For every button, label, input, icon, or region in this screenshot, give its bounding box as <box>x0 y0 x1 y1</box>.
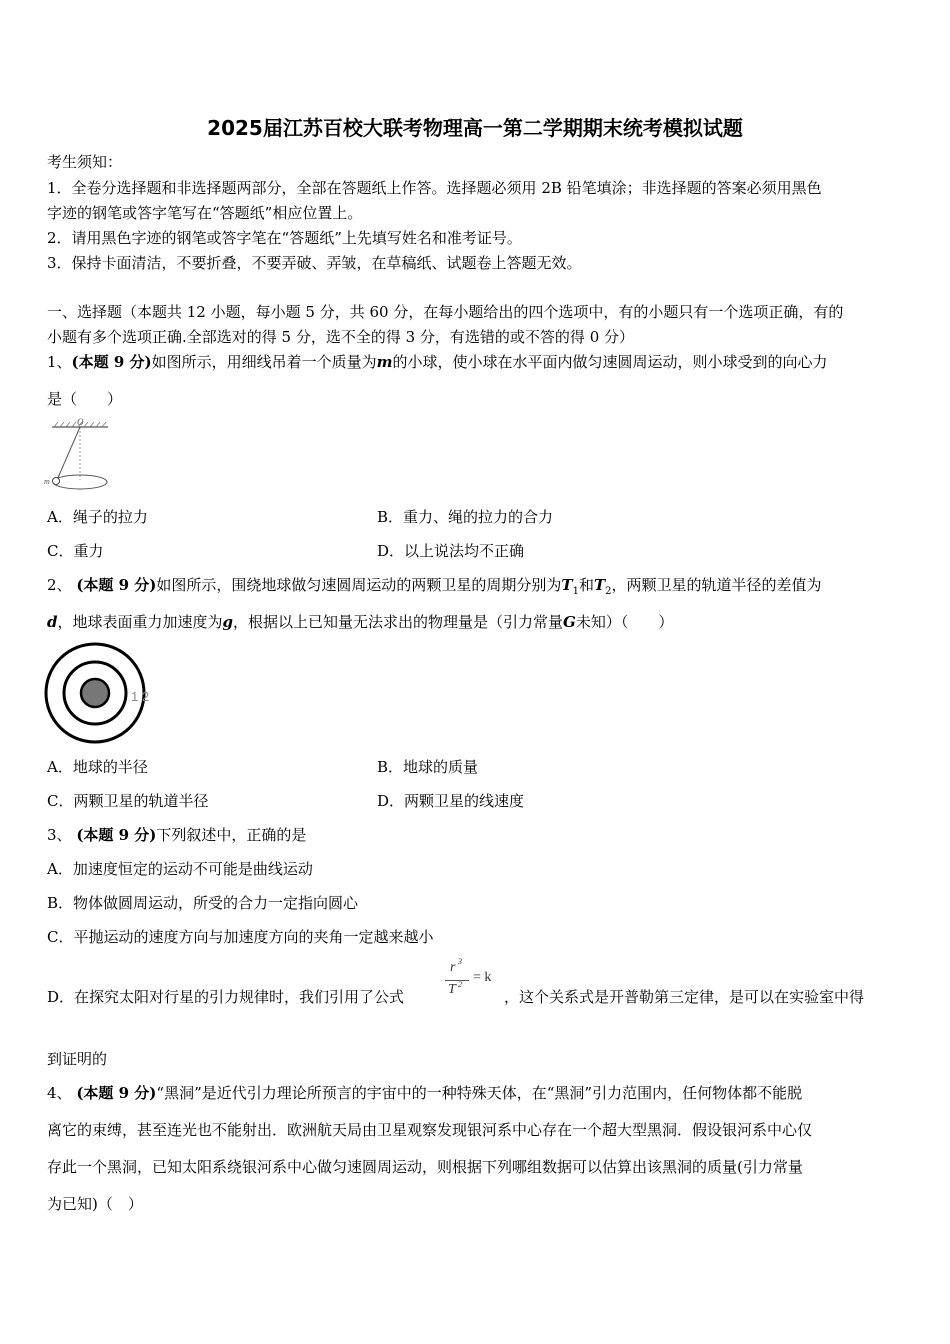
q1-option-d: D．以上说法均不正确 <box>377 542 525 560</box>
q2-stem <box>47 575 822 602</box>
q4-line-4: 为已知)（ ） <box>47 1195 143 1213</box>
section-line-2: 小题有多个选项正确.全部选对的得 5 分，选不全的得 3 分，有选错的或不答的得 0 分） <box>47 328 635 346</box>
q3-option-a: A．加速度恒定的运动不可能是曲线运动 <box>47 860 313 878</box>
formula-numerator: r <box>450 960 456 975</box>
q1-stem-c: 是（ ） <box>47 390 123 408</box>
q2-stem-2 <box>47 612 673 632</box>
q3-stem <box>47 825 306 845</box>
orbit-labels: 1 2 <box>131 689 150 704</box>
q3-score: (本题 9 分) <box>76 826 157 844</box>
fraction-bar <box>445 980 469 981</box>
q3-option-d-a: D．在探究太阳对行星的引力规律时，我们引用了公式 <box>47 988 405 1006</box>
q1-stem <box>47 352 828 372</box>
q2-stem-a: 如图所示，围绕地球做匀速圆周运动的两颗卫星的周期分别为 <box>156 576 562 594</box>
notice-line-2: 2．请用黑色字迹的钢笔或答字笔在“答题纸”上先填写姓名和准考证号。 <box>47 229 522 247</box>
q2-number: 2、 <box>47 576 72 594</box>
formula-denominator: T <box>448 982 456 997</box>
pivot-label-o: O <box>77 418 84 427</box>
q2-and: 和 <box>578 576 594 594</box>
q2-stem-c: ，地球表面重力加速度为 <box>57 613 223 631</box>
satellite-orbits-figure <box>42 642 167 746</box>
q2-sub-2: 2 <box>605 586 612 597</box>
q1-stem-b: 的小球，使小球在水平面内做匀速圆周运动，则小球受到的向心力 <box>392 353 828 371</box>
page-title: 2025届江苏百校大联考物理高一第二学期期末统考模拟试题 <box>207 116 743 140</box>
q1-option-b: B．重力、绳的拉力的合力 <box>377 508 554 526</box>
q4-number: 4、 <box>47 1084 72 1102</box>
q2-option-a: A．地球的半径 <box>47 758 148 776</box>
q2-stem-b: ，两颗卫星的轨道半径的差值为 <box>611 576 822 594</box>
q3-option-c: C．平抛运动的速度方向与加速度方向的夹角一定越来越小 <box>47 928 434 946</box>
q2-var-g: g <box>222 613 234 631</box>
q1-stem-a: 如图所示，用细线吊着一个质量为 <box>151 353 377 371</box>
q2-stem-e: 未知）（ ） <box>575 613 674 631</box>
string-line <box>57 427 80 480</box>
q4-score: (本题 9 分) <box>76 1084 157 1102</box>
q1-option-a: A．绳子的拉力 <box>47 508 148 526</box>
q2-option-c: C．两颗卫星的轨道半径 <box>47 792 209 810</box>
ball-icon <box>53 478 60 485</box>
q3-option-d-c: 到证明的 <box>47 1050 108 1068</box>
q4-line-3: 存此一个黑洞，已知太阳系绕银河系中心做匀速圆周运动，则根据下列哪组数据可以估算出该黑洞的质量(引力常量 <box>47 1158 803 1176</box>
q3-option-d-b: ，这个关系式是开普勒第三定律，是可以在实验室中得 <box>504 988 865 1006</box>
q2-score: (本题 9 分) <box>76 576 157 594</box>
notice-line-3: 3．保持卡面清洁，不要折叠，不要弄破、弄皱，在草稿纸、试题卷上答题无效。 <box>47 254 582 272</box>
q2-var-t2: T <box>593 576 606 594</box>
q2-option-b: B．地球的质量 <box>377 758 479 776</box>
q2-option-d: D．两颗卫星的线速度 <box>377 792 525 810</box>
q1-var-m: m <box>376 353 393 371</box>
q3-number: 3、 <box>47 826 72 844</box>
orbit-ellipse <box>53 475 107 489</box>
q3-stem-text: 下列叙述中，正确的是 <box>156 826 307 844</box>
formula-denominator-exp: 2 <box>458 980 462 989</box>
conical-pendulum-figure <box>42 418 122 494</box>
q4-stem-1 <box>47 1083 802 1103</box>
kepler-formula <box>445 957 500 1004</box>
q1-number: 1、 <box>47 353 72 371</box>
q4-line-1: “黑洞”是近代引力理论所预言的宇宙中的一种特殊天体，在“黑洞”引力范围内，任何物体都不能脱 <box>156 1084 803 1102</box>
q1-option-c: C．重力 <box>47 542 104 560</box>
formula-numerator-exp: 3 <box>458 957 462 966</box>
q2-var-big-g: G <box>563 613 576 631</box>
section-line-1: 一、选择题（本题共 12 小题，每小题 5 分，共 60 分，在每小题给出的四个选项中，有的小题只有一个选项正确，有的 <box>47 303 844 321</box>
q3-option-b: B．物体做圆周运动，所受的合力一定指向圆心 <box>47 894 359 912</box>
formula-rhs: = k <box>473 970 492 985</box>
q2-var-d: d <box>47 613 58 631</box>
notice-line-1a: 1．全卷分选择题和非选择题两部分，全部在答题纸上作答。选择题必须用 2B 铅笔填涂；非选择题的答案必须用黑色 <box>47 179 822 197</box>
q2-var-t1: T <box>561 576 573 594</box>
notice-heading: 考生须知： <box>47 153 123 171</box>
notice-line-1b: 字迹的钢笔或答字笔写在“答题纸”相应位置上。 <box>47 204 363 222</box>
ball-label-m: m <box>44 477 50 486</box>
earth-icon <box>81 679 109 707</box>
q4-line-2: 离它的束缚，甚至连光也不能射出．欧洲航天局由卫星观察发现银河系中心存在一个超大型黑洞．假设银河系中心仅 <box>47 1121 813 1139</box>
q1-score: (本题 9 分) <box>71 353 152 371</box>
q2-sub-1: 1 <box>572 586 579 597</box>
q2-stem-d: ，根据以上已知量无法求出的物理量是（引力常量 <box>233 613 564 631</box>
